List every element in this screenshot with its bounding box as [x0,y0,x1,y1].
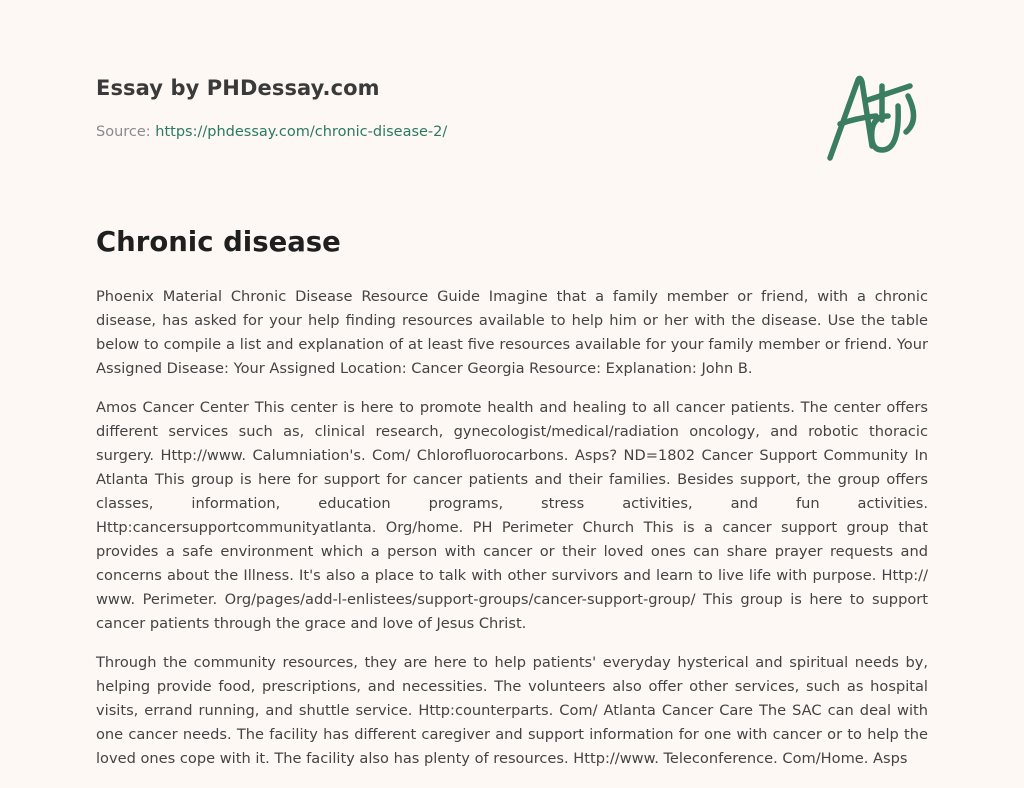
paragraph-1: Phoenix Material Chronic Disease Resource Guide Imagine that a family member or friend, with a chronic disease, has asked for your help finding resources available to help him or her with the disease. Use the table below to compile a list and explanation of at least five resources available for your family member or friend. Your Assigned Disease: Your Assigned Location: Cancer Georgia Resource: Explanation: John B. [96,288,928,377]
source-label: Source: [96,124,156,140]
a-plus-grade-icon [822,66,926,166]
site-brand: Essay by PHDessay.com [96,76,380,100]
paragraph-3: Through the community resources, they are here to help patients' everyday hysterical and spiritual needs by, helping provide food, prescriptions, and necessities. The volunteers also offer other services, such as hospital visits, errand running, and shuttle service. Http:counterparts. Com/ Atlanta Cancer Care The SAC can deal with one cancer needs. The facility has different caregiver and support information for one with cancer or to help the loved ones cope with it. The facility also has plenty of resources. Http://www. Teleconference. Com/Home. Asps [96,654,928,767]
source-link[interactable]: https://phdessay.com/chronic-disease-2/ [155,124,448,140]
article-title: Chronic disease [96,226,341,258]
paragraph-2: Amos Cancer Center This center is here to promote health and healing to all cancer patients. The center offers different services such as, clinical research, gynecologist/medical/radiation oncology, and robotic thoracic surgery. Http://www. Calumniation's. Com/ Chlorofluorocarbons. Asps? ND=1802 Cancer Support Community In Atlanta This group is here for support for cancer patients and their families. Besides support, the group offers classes, information, education programs, stress activities, and fun activities. Http:cancersupportcommunityatlanta. Org/home. PH Perimeter Church This is a cancer support group that provides a safe environment which a person with cancer or their loved ones can share prayer requests and concerns about the Illness. It's also a place to talk with other survivors and learn to live life with purpose. Http:// www. Perimeter. Org/pages/add-l-enlistees/support-groups/cancer-support-group/ This group is here to support cancer patients through the grace and love of Jesus Christ. [96,399,928,632]
article-body [96,285,928,786]
source-line [96,124,447,140]
